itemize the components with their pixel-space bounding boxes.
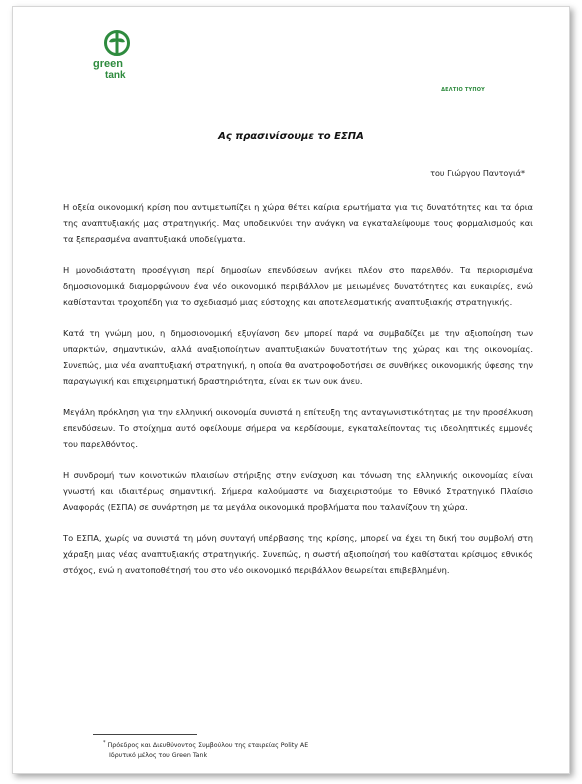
article-paragraph: Μεγάλη πρόκληση για την ελληνική οικονομία συνιστά η επίτευξη της ανταγωνιστικότητας με την προσέλκυση επενδύσεων. Το στοίχημα αυτό οφείλουμε σήμερα να κερδίσουμε, εγκαταλείποντας τις ιδεοληπτικές εμμονές του παρελθόντος. — [63, 407, 533, 449]
footnote-marker: * — [103, 740, 106, 746]
article-author: του Γιώργου Παντογιά* — [430, 169, 525, 178]
footnote — [103, 738, 308, 761]
peace-leaf-icon — [103, 29, 131, 57]
logo-word-tank: tank — [105, 70, 126, 81]
logo-word-green: green — [93, 58, 123, 70]
footnote-text-2: Ιδρυτικό μέλος του Green Tank — [109, 752, 208, 760]
footnote-divider — [93, 734, 197, 735]
footnote-line-2 — [103, 751, 308, 761]
document-page — [12, 6, 570, 774]
footnote-line-1 — [103, 738, 308, 751]
article-title: Ας πρασινίσουμε το ΕΣΠΑ — [218, 131, 364, 142]
article-body — [63, 199, 533, 593]
press-release-label: ΔΕΛΤΙΟ ΤΥΠΟΥ — [441, 87, 485, 93]
article-paragraph: Η οξεία οικονομική κρίση που αντιμετωπίζει η χώρα θέτει καίρια ερωτήματα για τις δυνατότητες και τα όρια της αναπτυξιακής μας στρατηγικής. Μας υποδεικνύει την ανάγκη να εγκαταλείψουμε τους φορμαλισμούς και τα ξεπερασμένα αναπτυξιακά υποδείγματα. — [63, 202, 533, 244]
article-paragraph: Η συνδρομή των κοινοτικών πλαισίων στήριξης στην ενίσχυση και τόνωση της ελληνικής οικονομίας είναι γνωστή και ιδιαιτέρως σημαντική. Σήμερα καλούμαστε να διαχειριστούμε το Εθνικό Στρατηγικό Πλαίσιο Αναφοράς (ΕΣΠΑ) σε συνάρτηση με τα μεγάλα οικονομικά προβλήματα που ταλανίζουν τη χώρα. — [63, 470, 533, 512]
article-paragraph: Κατά τη γνώμη μου, η δημοσιονομική εξυγίανση δεν μπορεί παρά να συμβαδίζει με την αξιοποίηση των υπαρκτών, σημαντικών, αλλά αναξιοποίητων αναπτυξιακών δυνατοτήτων της χώρας και της οικονομίας. Συνεπώς, μια νέα αναπτυξιακή στρατηγική, η οποία θα ανατροφοδοτήσει σε συνθήκες οικονομικής ύφεσης την παραγωγική και επιχειρηματική δραστηριότητα, είναι εκ των ουκ άνευ. — [63, 328, 533, 386]
footnote-text-1: Πρόεδρος και Διευθύνοντος Συμβούλου της εταιρείας Polity AE — [107, 742, 309, 750]
green-tank-logo — [91, 29, 151, 89]
article-paragraph: Το ΕΣΠΑ, χωρίς να συνιστά τη μόνη συνταγή υπέρβασης της κρίσης, μπορεί να έχει τη δική του συμβολή στη χάραξη μιας νέας αναπτυξιακής στρατηγικής. Συνεπώς, η σωστή αξιοποίησή του καθίσταται κρίσιμος εθνικός στόχος, ενώ η ανατοποθέτησή του στο νέο οικονομικό περιβάλλον θεωρείται επιβεβλημένη. — [63, 533, 533, 575]
logo-wordmark — [91, 59, 151, 81]
article-paragraph: Η μονοδιάστατη προσέγγιση περί δημοσίων επενδύσεων ανήκει πλέον στο παρελθόν. Τα περιορισμένα δημοσιονομικά διαμορφώνουν ένα νέο οικονομικό περιβάλλον με μειωμένες δυνατότητες και ευκαιρίες, ενώ καθίστανται τροχοπέδη για το σχεδιασμό μιας εύστοχης και αποτελεσματικής αναπτυξιακής στρατηγικής. — [63, 265, 533, 307]
